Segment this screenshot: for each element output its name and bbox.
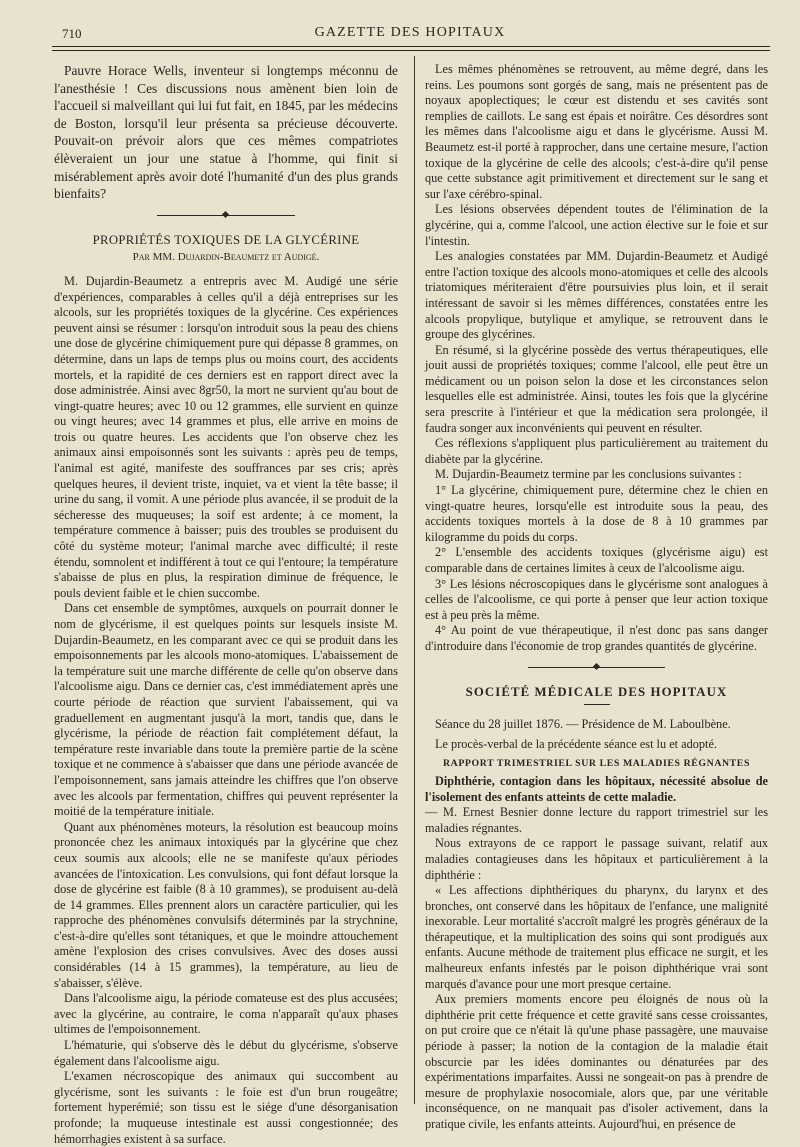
report-intro: — M. Ernest Besnier donne lecture du rapport trimestriel sur les maladies régnantes. [425,805,768,835]
session-line: Séance du 28 juillet 1876. — Présidence de M. Laboulbène. [435,717,731,732]
body-paragraph: M. Dujardin-Beaumetz a entrepris avec M. Audigé une série d'expériences, comparables à celles qu'il a déjà entreprises sur les alcools, sur les propriétés toxiques de la glycérine. Ces expériences peuvent ainsi se résumer : lorsqu'on introduit sous la peau des chiens une dose de glycérine chimiquement pure qui dépasse 8 grammes, on détermine, dans un laps de temps plus ou moins court, des accidents mortels, et la rapidité de ces derniers est en rapport direct avec la dose administrée. Ainsi avec 8gr50, la mort ne survient qu'au bout de vingt-quatre heures; avec 10 ou 12 grammes, elle survient en quinze ou vingt heures; avec 14 grammes et plus, elle arrive en moins de trois ou quatre heures. Les accidents que l'on observe chez les animaux ainsi empoisonnés sont les suivants : après peu de temps, l'animal est agité, manifeste des souffrances par ses cris; après quelques heures, il devient triste, inquiet, va et vient la tête basse; il urine du sang, il vomit. A une période plus avancée, il se produit de la sécheresse des muqueuses; la soif est ardente; à ce moment, la température commence à baisser; puis des troubles se produisent du côté du système moteur; l'animal marche avec difficulté; il reste étendu, somnolent et indifférent à tout ce qui l'entoure; la température s'abaisse de plus en plus, la respiration diminue de fréquence, le pouls devient faible et le chien succombe. [54,273,398,600]
left-column [54,62,398,1147]
conclusion-item: 2° L'ensemble des accidents toxiques (glycérisme aigu) est comparable dans de certaines limites à ceux de l'alcoolisme aigu. [425,545,768,575]
body-paragraph: Dans l'alcoolisme aigu, la période comateuse est des plus accusées; avec la glycérine, au contraire, le coma n'apparaît qu'aux phases ultimes de l'empoisonnement. [54,991,398,1037]
body-paragraph: Les analogies constatées par MM. Dujardin-Beaumetz et Audigé entre l'action toxique des alcools mono-atomiques et celle des alcools triatomiques mériteraient d'être poursuivies plus loin, et il serait intéressant de savoir si les mêmes différences, constatées entre les alcools propylique, butylique et amylique, se retrouvent dans le groupe des glycérines. [425,249,768,342]
page-header [50,22,770,46]
article-title: PROPRIÉTÉS TOXIQUES DE LA GLYCÉRINE [92,232,360,247]
body-paragraph: Les lésions observées dépendent toutes de l'élimination de la glycérine, qui a, comme l'alcool, une action élective sur le foie et sur l'intestin. [425,202,768,248]
body-paragraph: Les mêmes phénomènes se retrouvent, au même degré, dans les reins. Les poumons sont gorgés de sang, mais ne présentent pas de noyaux apoplectiques; le cœur est distendu et ses cavités sont remplies de caillots. Le sang est épais et noirâtre. Ces désordres sont les mêmes dans l'alcoolisme aigu et dans le glycérisme. Aussi M. Beaumetz est-il porté à rapprocher, dans une certaine mesure, l'action toxique de la glycérine de celle des alcools; c'est-à-dire qu'il pense que cette substance agit primitivement et directement sur le sang et sur l'axe cérébro-spinal. [425,62,768,201]
intro-paragraph: Pauvre Horace Wells, inventeur si longtemps méconnu de l'anesthésie ! Ces discussions nous amènent bien loin de l'accueil si malveillant qui lui fut fait, en 1845, par les médecins de Boston, lorsqu'il leur présenta sa précieuse découverte. Pouvait-on prévoir alors que ces mêmes compatriotes élèveraient un jour une statue à l'homme, qui finit si misérablement après avoir doté l'humanité d'un des plus grands bienfaits? [54,63,398,202]
conclusion-item: 3° Les lésions nécroscopiques dans le glycérisme sont analogues à celles de l'alcoolisme, ce qui porte à penser que leur action toxique est à peu près la même. [425,576,768,622]
conclusions-list [425,483,768,655]
page-number: 710 [62,26,82,41]
report-paragraph: « Les affections diphthériques du pharynx, du larynx et des bronches, ont conservé dans les hôpitaux de l'enfance, une malignité inexorable. Leur mortalité s'accroît malgré les progrès généraux de la thérapeutique, et la multiplication des soins qui sont prodigués aux enfants. Aucune méthode de traitement plus efficace ne surgit, et les malheureux enfants infestés par le poison diphthérique vrai sont marqués d'avance pour une mort presque certaine. [425,883,768,991]
section-separator [54,207,398,223]
body-paragraph: Quant aux phénomènes moteurs, la résolution est beaucoup moins prononcée chez les animaux intoxiqués par la glycérine que chez ceux soumis aux alcools; elle ne se manifeste qu'aux périodes avancées de l'intoxication. Les convulsions, qui font défaut lorsque la dose de glycérine est faible (8 à 10 grammes), se produisent au-delà de 14 grammes. Elles prennent alors un caractère particulier, qui les rapproche des phénomènes convulsifs déterminés par la strychnine, c'est-à-dire qu'elles sont tétaniques, et que le moindre attouchement amène l'explosion des crises convulsives. Avec des doses aussi considérables (14 à 15 grammes), la température, au lieu de s'abaisser, s'élève. [54,819,398,990]
journal-title: GAZETTE DES HOPITAUX [314,25,506,40]
conclusion-item: 1° La glycérine, chimiquement pure, détermine chez le chien en vingt-quatre heures, lorsqu'elle est introduite sous la peau, des accidents toxiques mortels à la dose de 8 à 10 grammes par kilogramme du poids du corps. [425,483,768,544]
body-paragraph: L'examen nécroscopique des animaux qui succombent au glycérisme, sont les suivants : le foie est d'un brun rougeâtre; fortement hyperémié; son tissu est le siége d'une désorganisation profonde; la muqueuse intestinale est aussi congestionnée; des hémorrhagies existent à sa surface. [54,1069,398,1146]
article-author: Par MM. Dujardin-Beaumetz et Audigé. [132,251,320,264]
report-heading: RAPPORT TRIMESTRIEL SUR LES MALADIES RÉGNANTES [443,758,750,770]
header-rule [52,46,770,47]
report-paragraph: Nous extrayons de ce rapport le passage suivant, relatif aux maladies contagieuses dans les hôpitaux et particulièrement à la diphthérie : [425,836,768,882]
section-separator [425,659,768,675]
body-paragraph: Dans cet ensemble de symptômes, auxquels on pourrait donner le nom de glycérisme, il est quelques points sur lesquels insiste M. Dujardin-Beaumetz, en les comparant avec ce qui se produit dans les empoisonnements par les alcools mono-atomiques. L'abaissement de la température suit une marche différente de celle qu'on observe dans l'alcoolisme aigu. Dans ce dernier cas, c'est immédiatement après une courte période de réaction que survient l'abaissement, qui va graduellement en augmentant jusqu'à la mort, tandis que, dans le glycérisme, la période de réaction fait complétement défaut, la température reste invariable dans toute la première partie de la scène toxique et ne commence à s'abaisser que dans une période avancée de l'empoisonnement, sans jamais atteindre les chiffres que l'on observe avec les alcools par fermentation, chiffres qui peuvent représenter la moitié de la température initiale. [54,601,398,819]
body-paragraph: En résumé, si la glycérine possède des vertus thérapeutiques, elle jouit aussi de propriétés toxiques; comme l'alcool, elle peut être un médicament ou un poison selon la dose et les circonstances selon lesquelles elle est administrée. Ainsi, toutes les fois que la glycérine sera prescrite à l'intérieur et que la médication sera prolongée, il faudra songer aux inconvénients qui peuvent en résulter. [425,342,768,435]
short-rule [584,704,610,705]
report-paragraph: Aux premiers moments encore peu éloignés de nous où la diphthérie prit cette fréquence et cette gravité sans cesse croissantes, on put croire que ce n'était là qu'une phase passagère, une mauvaise période à passer; la notion de la contagion de la maladie était obscurcie par les idées dominantes ou dénaturées par des expérimentations imparfaites. Aussi ne songeait-on pas à prendre de mesure de prophylaxie nosocomiale, alors que, par une véritable inconséquence, on ne manquait pas d'isoler activement, dans la pratique civile, les enfants atteints. Aujourd'hui, en présence de [425,992,768,1131]
right-column [425,62,768,1133]
body-paragraph: M. Dujardin-Beaumetz termine par les conclusions suivantes : [435,467,742,482]
society-title: SOCIÉTÉ MÉDICALE DES HOPITAUX [465,684,728,699]
conclusion-item: 4° Au point de vue thérapeutique, il n'est donc pas sans danger d'introduire dans l'économie de trop grandes quantités de glycérine. [425,623,768,653]
column-divider [414,56,415,1104]
header-rule-thin [52,50,770,51]
body-paragraph: Ces réflexions s'appliquent plus particulièrement au traitement du diabète par la glycérine. [425,436,768,466]
report-title: Diphthérie, contagion dans les hôpitaux, nécessité absolue de l'isolement des enfants atteints de cette maladie. [425,773,768,804]
minutes-line: Le procès-verbal de la précédente séance est lu et adopté. [435,736,717,751]
body-paragraph: L'hématurie, qui s'observe dès le début du glycérisme, s'observe également dans l'alcoolisme aigu. [54,1038,398,1068]
